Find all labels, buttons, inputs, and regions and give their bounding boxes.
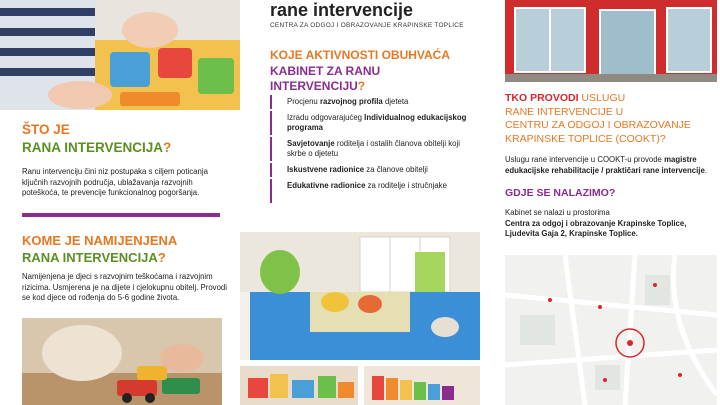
photo-child-puzzle <box>0 0 240 110</box>
photo-toy-blocks <box>240 366 358 405</box>
intended-for-heading-line2: RANA INTERVENCIJA <box>22 250 158 265</box>
left-column <box>0 0 240 405</box>
activities-heading-line1: KOJE AKTIVNOSTI OBUHVAĆA <box>270 48 451 62</box>
list-item: Iskustvene radionice za članove obitelji <box>270 165 480 176</box>
list-item: Procjenu razvojnog profila djeteta <box>270 97 480 108</box>
activities-heading-q: ? <box>357 79 366 93</box>
map-pin-icon <box>627 340 633 346</box>
activities-list <box>270 97 480 196</box>
location-text <box>505 208 715 240</box>
brand-subtitle: CENTRA ZA ODGOJ I OBRAZOVANJE KRAPINSKE TOPLICE <box>270 22 464 29</box>
who-provides-heading-rest1: USLUGU <box>578 92 626 104</box>
what-is-heading-q: ? <box>163 140 172 155</box>
who-provides-heading-rest4: KRAPINSKE TOPLICE (COOKT)? <box>505 132 666 145</box>
intended-for-heading <box>22 232 177 266</box>
photo-playroom <box>240 232 480 360</box>
who-provides-heading-red: TKO PROVODI <box>505 92 579 104</box>
who-provides-heading-rest3: CENTRU ZA ODGOJ I OBRAZOVANJE <box>505 119 691 131</box>
location-heading: GDJE SE NALAZIMO? <box>505 187 616 199</box>
intended-for-text: Namijenjena je djeci s razvojnim teškoćama i razvojnim rizicima. Usmjerena je na dijete i cjelokupnu obitelj. Provodi se kod djece od rođenja do 5-6 godine života. <box>22 272 227 303</box>
photo-child-toys <box>22 318 222 405</box>
list-item: Izradu odgovarajućeg Individualnog edukacijskog programa <box>270 113 480 134</box>
who-provides-heading <box>505 92 715 146</box>
what-is-text: Ranu intervenciju čini niz postupaka s ciljem poticanja ključnih razvojnih područja, ublažavanja razvojnih poteškoća, te prevencije funkcionalnog pogoršanja. <box>22 167 208 198</box>
photo-building-entrance <box>505 0 717 82</box>
location-map <box>505 255 717 405</box>
what-is-heading <box>22 121 171 157</box>
intended-for-heading-line1: KOME JE NAMIJENJENA <box>22 233 178 248</box>
location-line2: Centra za odgoj i obrazovanje Krapinske Toplice, <box>505 218 687 228</box>
brand-title: rane intervencije <box>270 0 414 20</box>
divider <box>22 213 220 217</box>
list-item: Edukativne radionice za roditelje i stručnjake <box>270 181 480 192</box>
who-provides-text: Uslugu rane intervencije u COOKT-u provode magistre edukacijske rehabilitacije / praktičari rane intervencije. <box>505 155 707 175</box>
brand-block <box>270 0 464 29</box>
intended-for-heading-q: ? <box>157 250 166 265</box>
middle-column <box>240 0 485 405</box>
right-column <box>485 0 720 405</box>
who-provides-heading-rest2: RANE INTERVENCIJE U <box>505 105 624 118</box>
photo-xylophone <box>364 366 480 405</box>
location-line1: Kabinet se nalazi u prostorima <box>505 208 610 217</box>
activities-heading <box>270 48 450 95</box>
list-item: Savjetovanje roditelja i ostalih članova obitelji koji skrbe o djetetu <box>270 139 480 160</box>
location-line3: Ljudevita Gaja 2, Krapinske Toplice. <box>505 229 638 239</box>
what-is-heading-line1: ŠTO JE <box>22 122 70 137</box>
what-is-heading-line2: RANA INTERVENCIJA <box>22 140 164 155</box>
activities-heading-line2: KABINET ZA RANU <box>270 63 381 78</box>
activities-heading-line3: INTERVENCIJU <box>270 79 358 93</box>
